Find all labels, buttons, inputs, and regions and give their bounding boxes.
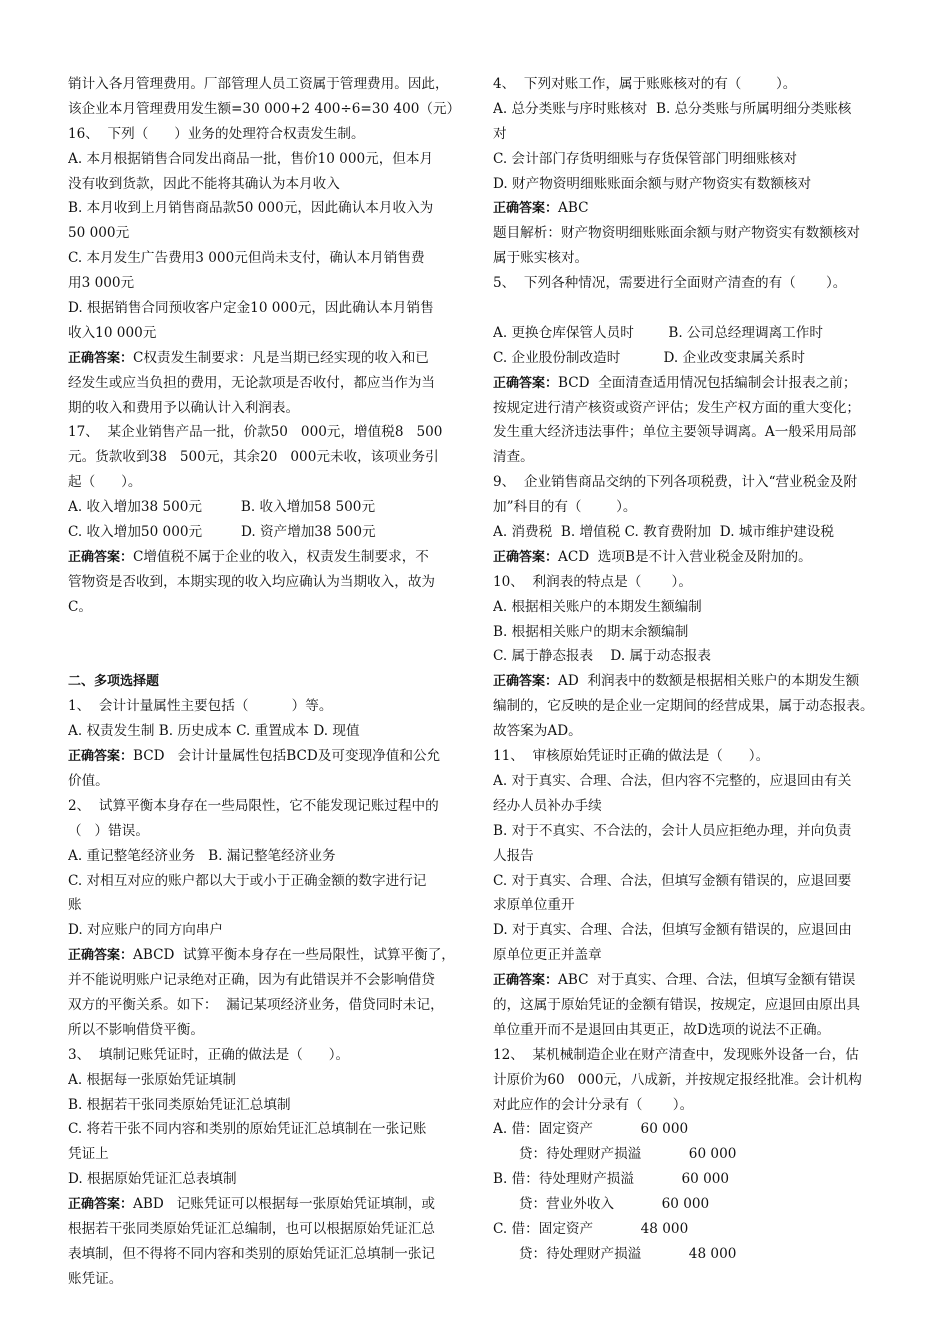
text-line — [68, 570, 468, 595]
text-line — [493, 321, 895, 346]
line-text: 账 — [68, 897, 82, 914]
line-text: 16、 下列（ ）业务的处理符合权责发生制。 — [68, 125, 365, 142]
text-line — [493, 147, 895, 172]
text-line — [493, 595, 895, 620]
text-line — [493, 495, 895, 520]
text-line — [493, 1142, 895, 1167]
text-line — [68, 1043, 468, 1068]
line-text: 经办人员补办手续 — [493, 797, 602, 814]
line-text: 清查。 — [493, 449, 534, 466]
line-text: C. 对相互对应的账户都以大于或小于正确金额的数字进行记 — [68, 872, 427, 889]
line-text: 属于账实核对。 — [493, 250, 589, 267]
text-line — [493, 744, 895, 769]
line-text: 对 — [493, 125, 507, 142]
line-text: 管物资是否收到，本期实现的收入均应确认为当期收入，故为 — [68, 573, 436, 590]
text-line — [493, 694, 895, 719]
text-line — [68, 470, 468, 495]
line-text: BCD 全面清查适用情况包括编制会计报表之前； — [558, 374, 857, 391]
line-text: A. 权责发生制 B. 历史成本 C. 重置成本 D. 现值 — [68, 723, 360, 740]
line-text: 并不能说明账户记录绝对正确，因为有此错误并不会影响借贷 — [68, 972, 436, 989]
text-line — [493, 819, 895, 844]
line-text: 10、 利润表的特点是（ ）。 — [493, 573, 692, 590]
text-line — [493, 1117, 895, 1142]
bold-label: 正确答案： — [493, 201, 559, 217]
line-text: 元。货款收到38 500元，其余20 000元未收，该项业务引 — [68, 449, 439, 466]
text-line — [68, 346, 468, 371]
line-text: A. 借：固定资产 60 000 — [493, 1121, 689, 1138]
text-line — [493, 1043, 895, 1068]
line-text: 账凭证。 — [68, 1270, 123, 1287]
bold-label: 正确答案： — [68, 948, 134, 964]
line-text: 没有收到货款，因此不能将其确认为本月收入 — [68, 175, 340, 192]
line-text: ABD 记账凭证可以根据每一张原始凭证填制，或 — [133, 1196, 435, 1213]
line-text: 1、 会计计量属性主要包括（ ）等。 — [68, 698, 333, 715]
bold-label: 正确答案： — [68, 549, 134, 565]
line-text: ABC 对于真实、合理、合法，但填写金额有错误 — [558, 972, 856, 989]
line-text: A. 根据相关账户的本期发生额编制 — [493, 598, 702, 615]
text-line — [68, 968, 468, 993]
line-text: 期的收入和费用予以确认计入利润表。 — [68, 399, 300, 416]
text-line — [68, 918, 468, 943]
text-line — [68, 869, 468, 894]
line-text: 贷：营业外收入 60 000 — [493, 1196, 710, 1213]
right-column — [493, 72, 895, 1267]
line-text: A. 根据每一张原始凭证填制 — [68, 1071, 236, 1088]
line-text: C. 会计部门存货明细账与存货保管部门明细账核对 — [493, 150, 798, 167]
bold-label: 正确答案： — [493, 549, 559, 565]
text-line — [493, 993, 895, 1018]
line-text: C。 — [68, 598, 92, 615]
text-line — [68, 1117, 468, 1142]
text-line — [68, 694, 468, 719]
line-text: ABC — [558, 200, 589, 217]
text-line — [493, 769, 895, 794]
text-line — [68, 445, 468, 470]
text-line — [68, 644, 468, 669]
text-line — [493, 371, 895, 396]
line-text: ABCD 试算平衡本身存在一些局限性，试算平衡了， — [133, 947, 455, 964]
line-text: 贷：待处理财产损溢 48 000 — [493, 1245, 737, 1262]
text-line — [68, 97, 468, 122]
text-line — [493, 1242, 895, 1267]
line-text: （ ）错误。 — [68, 822, 149, 839]
text-line — [68, 744, 468, 769]
text-line — [493, 644, 895, 669]
line-text: 该企业本月管理费用发生额=30 000+2 400÷6=30 400（元） — [68, 100, 461, 117]
text-line — [68, 221, 468, 246]
text-line — [493, 420, 895, 445]
text-line — [493, 545, 895, 570]
text-line — [493, 246, 895, 271]
text-line — [68, 1142, 468, 1167]
line-text: 贷：待处理财产损溢 60 000 — [493, 1146, 737, 1163]
bold-label: 正确答案： — [493, 973, 559, 989]
text-line — [68, 1093, 468, 1118]
line-text: 按规定进行清产核资或资产评估；发生产权方面的重大变化； — [493, 399, 861, 416]
text-line — [68, 669, 468, 694]
text-line — [68, 545, 468, 570]
line-text: B. 根据若干张同类原始凭证汇总填制 — [68, 1096, 291, 1113]
text-line — [68, 1018, 468, 1043]
text-line — [68, 1242, 468, 1267]
bold-label: 正确答案： — [68, 749, 134, 765]
text-line — [68, 1167, 468, 1192]
bold-label: 正确答案： — [493, 375, 559, 391]
line-text: D. 对于真实、合理、合法，但填写金额有错误的，应退回由 — [493, 922, 852, 939]
text-line — [68, 520, 468, 545]
text-line — [68, 1068, 468, 1093]
line-text: 起（ ）。 — [68, 474, 142, 491]
line-text: 凭证上 — [68, 1146, 109, 1163]
bold-label: 二、多项选择题 — [68, 674, 160, 690]
line-text: 11、 审核原始凭证时正确的做法是（ ）。 — [493, 748, 770, 765]
line-text: 50 000元 — [68, 225, 130, 242]
line-text: 4、 下列对账工作，属于账账核对的有（ ）。 — [493, 76, 797, 92]
text-line — [493, 1167, 895, 1192]
line-text: D. 根据销售合同预收客户定金10 000元，因此确认本月销售 — [68, 300, 434, 317]
text-line — [493, 396, 895, 421]
line-text: 用3 000元 — [68, 275, 135, 292]
line-text: C. 企业股份制改造时 D. 企业改变隶属关系时 — [493, 349, 805, 366]
line-text: 根据若干张同类原始凭证汇总编制，也可以根据原始凭证汇总 — [68, 1220, 436, 1237]
line-text: A. 收入增加38 500元 B. 收入增加58 500元 — [68, 499, 376, 516]
text-line — [493, 1018, 895, 1043]
line-text: C增值税不属于企业的收入，权责发生制要求，不 — [133, 548, 429, 565]
text-line — [68, 719, 468, 744]
line-text: 价值。 — [68, 772, 109, 789]
text-line — [68, 321, 468, 346]
text-line — [68, 296, 468, 321]
text-line — [68, 72, 468, 97]
line-text: 的，这属于原始凭证的金额有错误，按规定，应退回由原出具 — [493, 996, 861, 1013]
text-line — [493, 620, 895, 645]
text-line — [493, 968, 895, 993]
line-text: C权责发生制要求：凡是当期已经实现的收入和已 — [133, 349, 429, 366]
text-line — [493, 844, 895, 869]
line-text: 12、 某机械制造企业在财产清查中，发现账外设备一台，估 — [493, 1046, 859, 1063]
left-column — [68, 72, 468, 1292]
text-line — [68, 595, 468, 620]
line-text: 单位重开而不是退回由其更正，故D选项的说法不正确。 — [493, 1021, 831, 1038]
line-text: C. 收入增加50 000元 D. 资产增加38 500元 — [68, 524, 376, 541]
line-text: 求原单位重开 — [493, 897, 575, 914]
text-line — [68, 495, 468, 520]
line-text: A. 总分类账与序时账核对 B. 总分类账与所属明细分类账核 — [493, 100, 852, 117]
line-text: 双方的平衡关系。如下： 漏记某项经济业务，借贷同时未记， — [68, 996, 444, 1013]
text-line — [68, 196, 468, 221]
text-line — [493, 669, 895, 694]
text-line — [493, 1217, 895, 1242]
text-line — [68, 620, 468, 645]
text-line — [68, 147, 468, 172]
text-line — [493, 570, 895, 595]
text-line — [68, 819, 468, 844]
line-text: BCD 会计计量属性包括BCD及可变现净值和公允 — [133, 748, 441, 765]
text-line — [493, 445, 895, 470]
text-line — [68, 943, 468, 968]
text-line — [68, 246, 468, 271]
line-text: A. 重记整笔经济业务 B. 漏记整笔经济业务 — [68, 847, 336, 864]
line-text: D. 财产物资明细账账面余额与财产物资实有数额核对 — [493, 175, 812, 192]
text-line — [493, 719, 895, 744]
line-text: AD 利润表中的数额是根据相关账户的本期发生额 — [558, 673, 860, 690]
text-line — [493, 1093, 895, 1118]
text-line — [68, 1267, 468, 1292]
line-text: 17、 某企业销售产品一批，价款50 000元，增值税8 500 — [68, 424, 443, 441]
text-line — [493, 893, 895, 918]
line-text: B. 根据相关账户的期末余额编制 — [493, 623, 689, 640]
text-line — [493, 520, 895, 545]
text-line — [493, 918, 895, 943]
text-line — [68, 271, 468, 296]
line-text: B. 对于不真实、不合法的，会计人员应拒绝办理，并向负责 — [493, 822, 852, 839]
bold-label: 正确答案： — [68, 1197, 134, 1213]
line-text: C. 属于静态报表 D. 属于动态报表 — [493, 648, 712, 665]
text-line — [493, 1192, 895, 1217]
text-line — [68, 371, 468, 396]
line-text: 发生重大经济违法事件；单位主要领导调离。A一般采用局部 — [493, 424, 857, 441]
line-text: D. 根据原始凭证汇总表填制 — [68, 1171, 237, 1188]
line-text: ACD 选项B是不计入营业税金及附加的。 — [558, 548, 812, 565]
line-text: A. 本月根据销售合同发出商品一批，售价10 000元，但本月 — [68, 150, 434, 167]
text-line — [493, 943, 895, 968]
text-line — [493, 869, 895, 894]
line-text: 计原价为60 000元，八成新，并按规定报经批准。会计机构 — [493, 1071, 862, 1088]
text-line — [68, 420, 468, 445]
line-text: 表填制，但不得将不同内容和类别的原始凭证汇总填制一张记 — [68, 1245, 436, 1262]
text-line — [68, 122, 468, 147]
text-line — [68, 769, 468, 794]
line-text: 5、 下列各种情况，需要进行全面财产清查的有（ ）。 — [493, 275, 847, 292]
line-text: 所以不影响借贷平衡。 — [68, 1021, 204, 1038]
line-text: A. 对于真实、合理、合法，但内容不完整的，应退回由有关 — [493, 772, 852, 789]
line-text: 9、 企业销售商品交纳的下列各项税费，计入“营业税金及附 — [493, 474, 858, 491]
text-line — [493, 172, 895, 197]
line-text: 经发生或应当负担的费用，无论款项是否收付，都应当作为当 — [68, 374, 436, 391]
line-text: D. 对应账户的同方向串户 — [68, 922, 223, 939]
line-text: A. 更换仓库保管人员时 B. 公司总经理调离工作时 — [493, 324, 823, 341]
line-text: 故答案为AD。 — [493, 723, 582, 740]
text-line — [493, 221, 895, 246]
line-text: B. 借：待处理财产损溢 60 000 — [493, 1171, 730, 1188]
text-line — [68, 1217, 468, 1242]
line-text: 2、 试算平衡本身存在一些局限性，它不能发现记账过程中的 — [68, 797, 439, 814]
line-text: 原单位更正并盖章 — [493, 947, 602, 964]
text-line — [68, 844, 468, 869]
text-line — [493, 346, 895, 371]
line-text: B. 本月收到上月销售商品款50 000元，因此确认本月收入为 — [68, 200, 434, 217]
line-text: 收入10 000元 — [68, 324, 157, 341]
text-line — [68, 172, 468, 197]
line-text: 销计入各月管理费用。厂部管理人员工资属于管理费用。因此， — [68, 76, 449, 92]
line-text: 对此应作的会计分录有（ ）。 — [493, 1096, 694, 1113]
line-text: 加”科目的有（ ）。 — [493, 499, 637, 516]
line-text: A. 消费税 B. 增值税 C. 教育费附加 D. 城市维护建设税 — [493, 524, 834, 541]
text-line — [68, 396, 468, 421]
bold-label: 正确答案： — [493, 674, 559, 690]
text-line — [493, 97, 895, 122]
text-line — [68, 794, 468, 819]
text-line — [493, 794, 895, 819]
line-text: 编制的，它反映的是企业一定期间的经营成果，属于动态报表。 — [493, 698, 874, 715]
line-text: 3、 填制记账凭证时，正确的做法是（ ）。 — [68, 1046, 350, 1063]
line-text: C. 将若干张不同内容和类别的原始凭证汇总填制在一张记账 — [68, 1121, 427, 1138]
text-line — [493, 1068, 895, 1093]
text-line — [68, 1192, 468, 1217]
line-text: C. 对于真实、合理、合法，但填写金额有错误的，应退回要 — [493, 872, 852, 889]
text-line — [493, 196, 895, 221]
text-line — [68, 893, 468, 918]
line-text: C. 借：固定资产 48 000 — [493, 1220, 689, 1237]
line-text: 题目解析：财产物资明细账账面余额与财产物资实有数额核对 — [493, 225, 861, 242]
text-line — [493, 296, 895, 321]
bold-label: 正确答案： — [68, 350, 134, 366]
text-line — [493, 72, 895, 97]
text-line — [493, 122, 895, 147]
text-line — [493, 470, 895, 495]
text-line — [493, 271, 895, 296]
text-line — [68, 993, 468, 1018]
line-text: C. 本月发生广告费用3 000元但尚未支付，确认本月销售费 — [68, 250, 425, 267]
line-text: 人报告 — [493, 847, 534, 864]
